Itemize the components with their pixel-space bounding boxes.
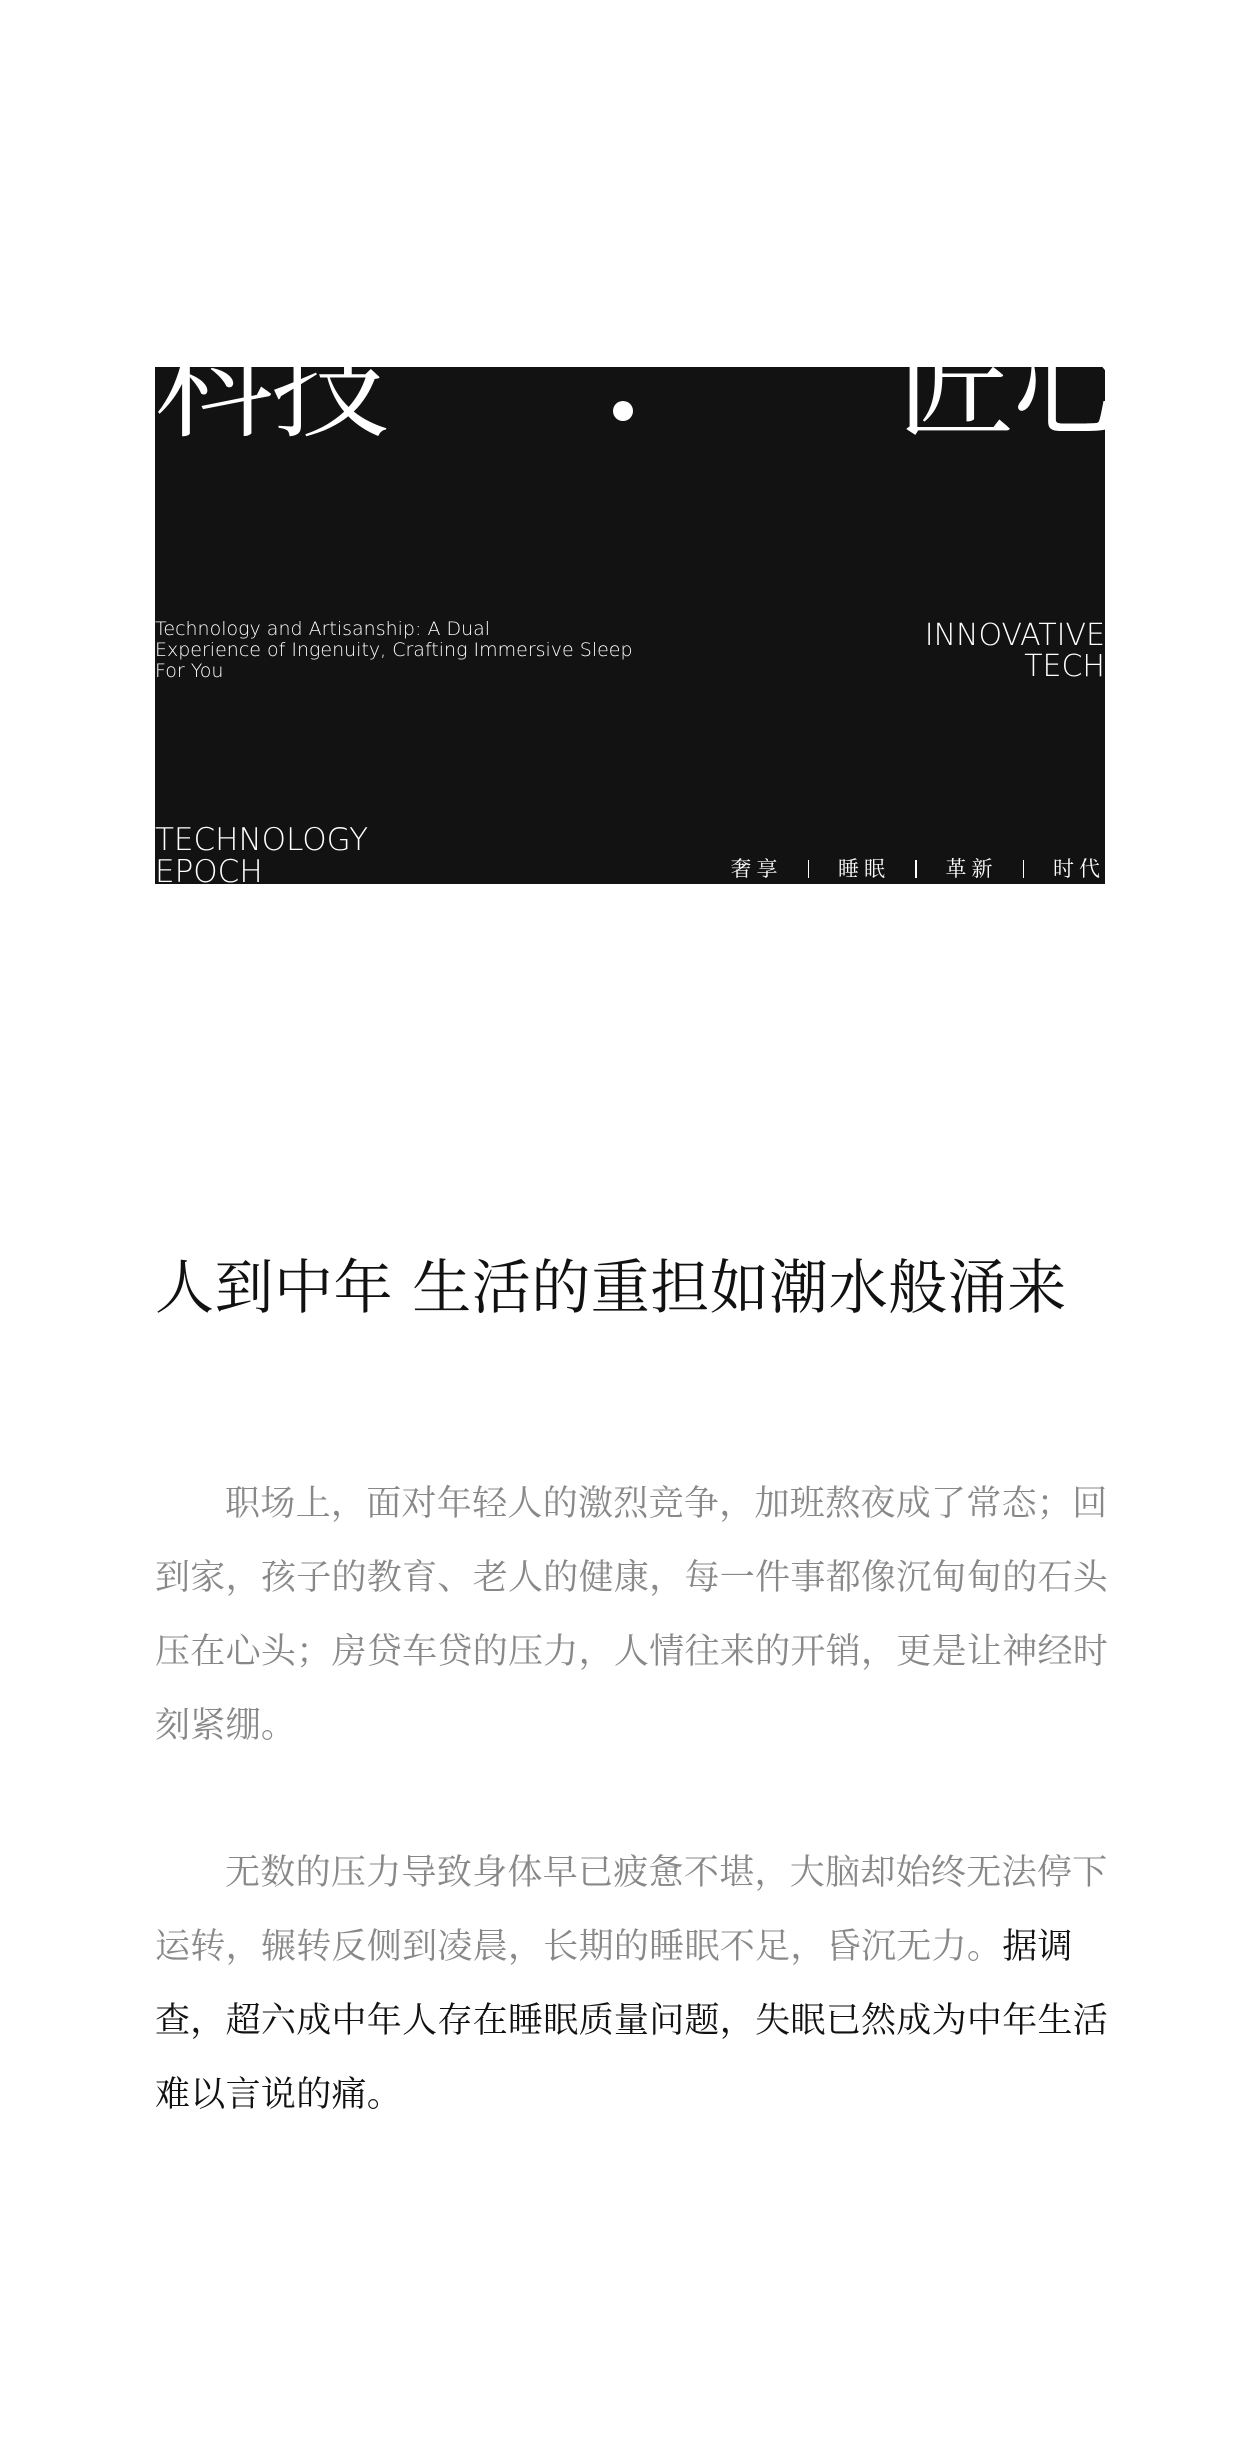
paragraph-2-muted-text: 无数的压力导致身体早已疲惫不堪，大脑却始终无法停下运转，辗转反侧到凌晨，长期的睡眠不足，昏沉无力。 [155, 1853, 1108, 1967]
tag-separator [915, 860, 917, 878]
hero-tag: 睡眠 [838, 857, 890, 881]
hero-tag: 革新 [945, 857, 998, 881]
hero-tagline: Technology and Artisanship: A Dual Experience of Ingenuity, Crafting Immersive Sleep For You [155, 618, 633, 682]
hero-tag: 奢享 [730, 857, 783, 881]
article-heading: 人到中年 生活的重担如潮水般涌来 [155, 1253, 1067, 1322]
hero-title-technology: 科技 [155, 317, 388, 455]
tag-separator [808, 860, 810, 878]
hero-title-craftsmanship: 匠心 [897, 317, 1130, 455]
article-paragraph-2 [155, 1836, 1115, 2132]
hero-innovative-tech: INNOVATIVE TECH [924, 618, 1105, 684]
hero-tag-list [731, 857, 1106, 881]
article-paragraph-1: 职场上，面对年轻人的激烈竞争，加班熬夜成了常态；回到家，孩子的教育、老人的健康，每一件事都像沉甸甸的石头压在心头；房贷车贷的压力，人情往来的开销，更是让神经时刻紧绷。 [155, 1484, 1109, 1746]
hero-title-dot-icon [613, 401, 633, 421]
hero-technology-epoch: TECHNOLOGY EPOCH [155, 822, 369, 890]
hero-tag: 时代 [1053, 857, 1105, 881]
tag-separator [1023, 860, 1025, 878]
hero-banner [155, 317, 1130, 890]
paragraph-2-emphasis-text: 据调查，超六成中年人存在睡眠质量问题，失眠已然成为中年生活难以言说的痛。 [155, 1927, 1109, 2115]
